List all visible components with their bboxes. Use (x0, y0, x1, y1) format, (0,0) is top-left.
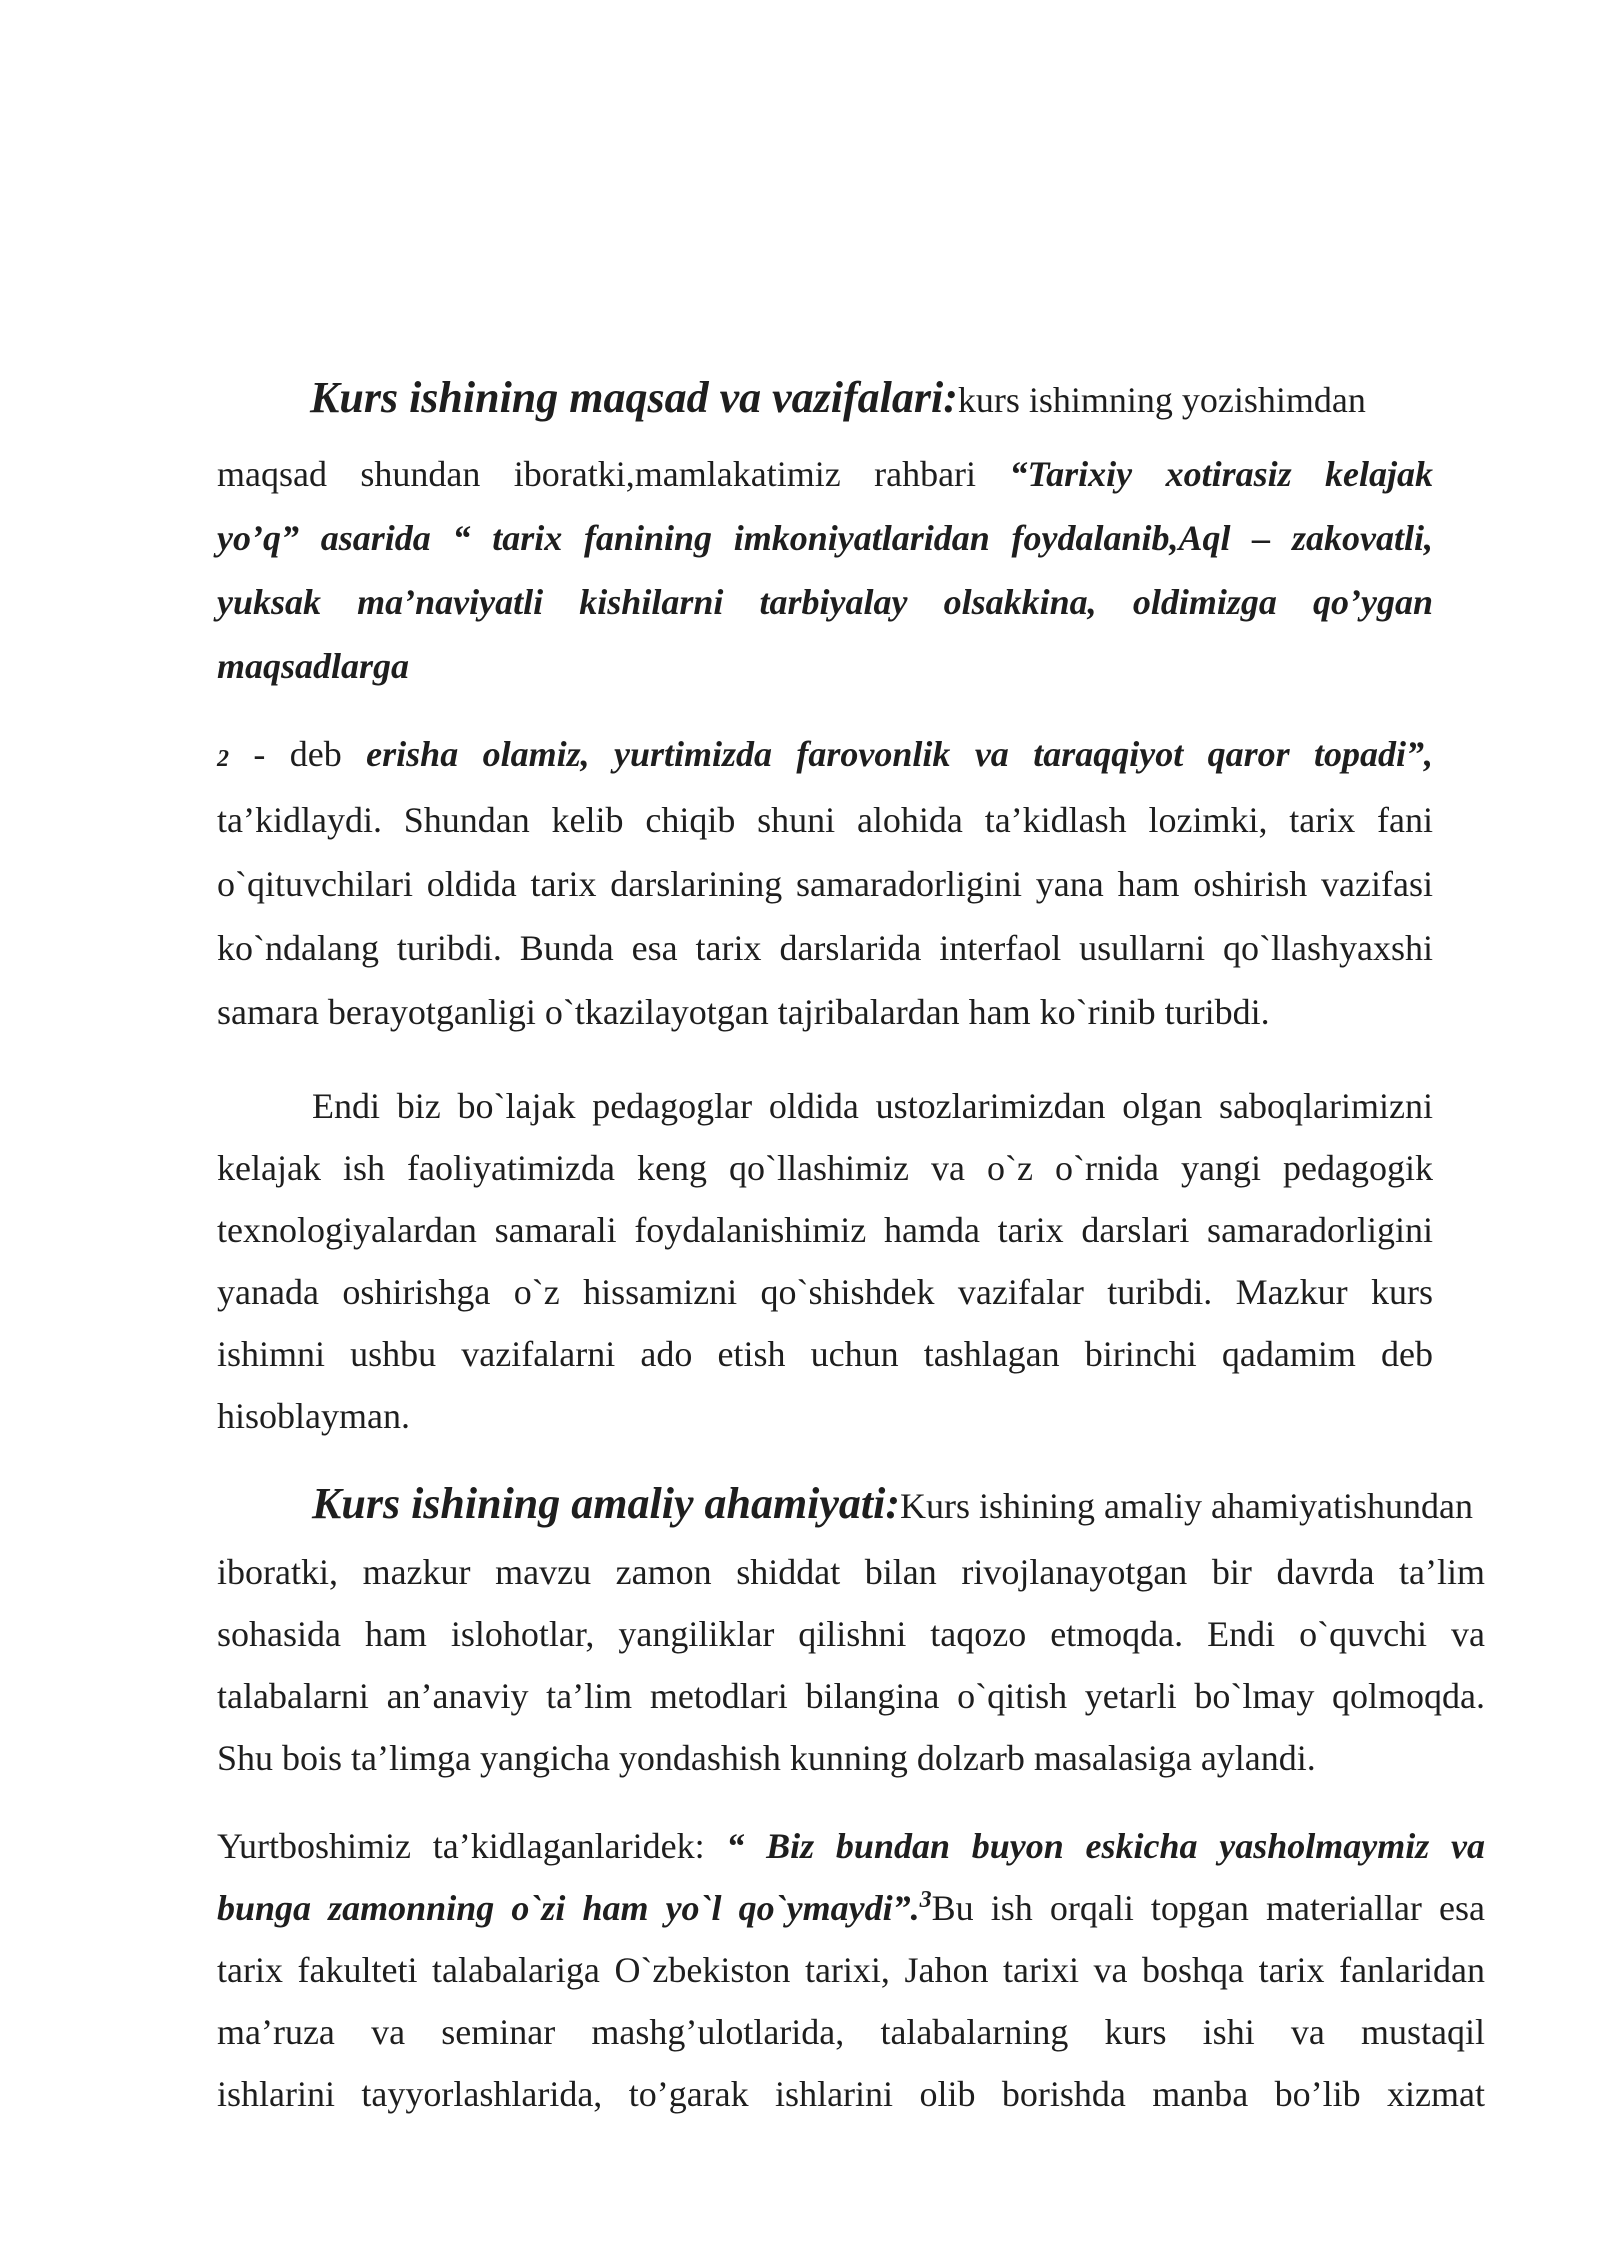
paragraph-line (217, 1734, 1316, 1782)
text-run: o`qituvchilari oldida tarix darslarining samaradorligini yana ham oshirish vazifasi (217, 864, 1433, 904)
text-run: samara berayotganligi o`tkazilayotgan tajribalardan ham ko`rinib turibdi. (217, 992, 1270, 1032)
footnote-ref: 2 (217, 746, 229, 772)
text-run: ko`ndalang turibdi. Bunda esa tarix darslarida interfaol usullarni qo`llashyaxshi (217, 928, 1433, 968)
text-run: Yurtboshimiz ta’kidlaganlaridek: (217, 1826, 727, 1866)
text-run: kelajak ish faoliyatimizda keng qo`llashimiz va o`z o`rnida yangi pedagogik (217, 1148, 1433, 1188)
paragraph-line (217, 578, 1433, 626)
text-run: Kurs ishining amaliy ahamiyatishundan (900, 1486, 1473, 1526)
paragraph-line (217, 796, 1433, 844)
paragraph-line (310, 374, 1366, 424)
paragraph-line (217, 514, 1433, 562)
text-run: - deb (229, 734, 367, 774)
quote-text: bunga zamonning o`zi ham yo`l qo`ymaydi”. (217, 1888, 920, 1928)
quote-text: erisha olamiz, yurtimizda farovonlik va taraqqiyot qaror topadi”, (366, 734, 1434, 774)
paragraph-line (312, 1082, 1433, 1130)
paragraph-line (217, 1884, 1485, 1932)
text-run: iboratki, mazkur mavzu zamon shiddat bilan rivojlanayotgan bir davrda ta’lim (217, 1552, 1485, 1592)
text-run: Shu bois ta’limga yangicha yondashish kunning dolzarb masalasiga aylandi. (217, 1738, 1316, 1778)
text-run: texnologiyalardan samarali foydalanishimiz hamda tarix darslari samaradorligini (217, 1210, 1433, 1250)
text-run: sohasida ham islohotlar, yangiliklar qilishni taqozo etmoqda. Endi o`quvchi va (217, 1614, 1485, 1654)
text-run: talabalarni an’anaviy ta’lim metodlari bilangina o`qitish yetarli bo`lmay qolmoqda. (217, 1676, 1485, 1716)
paragraph-line (217, 1330, 1433, 1378)
paragraph-line (217, 1548, 1485, 1596)
quote-text: maqsadlarga (217, 646, 410, 686)
paragraph-line (217, 450, 1433, 498)
paragraph-line (217, 1672, 1485, 1720)
paragraph-line (217, 1392, 410, 1440)
paragraph-line (217, 1946, 1485, 1994)
text-run: tarix fakulteti talabalariga O`zbekiston tarixi, Jahon tarixi va boshqa tarix fanlaridan (217, 1950, 1485, 1990)
section-heading-practical: Kurs ishining amaliy ahamiyati: (312, 1479, 901, 1528)
paragraph-line (217, 730, 1433, 783)
paragraph-line (217, 1610, 1485, 1658)
paragraph-line (217, 924, 1433, 972)
text-run: Bu ish orqali topgan materiallar esa (931, 1888, 1485, 1928)
paragraph-line (217, 860, 1433, 908)
text-run: hisoblayman. (217, 1396, 410, 1436)
paragraph-line (217, 1822, 1485, 1870)
text-run: yanada oshirishga o`z hissamizni qo`shishdek vazifalar turibdi. Mazkur kurs (217, 1272, 1433, 1312)
footnote-ref: 3 (919, 1887, 932, 1913)
paragraph-line (217, 2070, 1485, 2118)
quote-text: “ Biz bundan buyon eskicha yasholmaymiz va (726, 1826, 1485, 1866)
paragraph-line (217, 988, 1270, 1036)
paragraph-line (217, 1268, 1433, 1316)
quote-text: yuksak ma’naviyatli kishilarni tarbiyalay olsakkina, oldimizga qo’ygan (217, 582, 1433, 622)
text-run: Endi biz bo`lajak pedagoglar oldida ustozlarimizdan olgan saboqlarimizni (312, 1086, 1433, 1126)
paragraph-line (217, 1206, 1433, 1254)
text-run: ishlarini tayyorlashlarida, to’garak ishlarini olib borishda manba bo’lib xizmat (217, 2074, 1485, 2114)
quote-text: yo’q” asarida “ tarix fanining imkoniyatlaridan foydalanib,Aql – zakovatli, (217, 518, 1433, 558)
paragraph-line (217, 1144, 1433, 1192)
text-run: ma’ruza va seminar mashg’ulotlarida, talabalarning kurs ishi va mustaqil (217, 2012, 1485, 2052)
quote-text: “Tarixiy xotirasiz kelajak (1009, 454, 1433, 494)
text-run: ishimni ushbu vazifalarni ado etish uchun tashlagan birinchi qadamim deb (217, 1334, 1433, 1374)
section-heading-goals: Kurs ishining maqsad va vazifalari: (310, 373, 958, 422)
text-run: maqsad shundan iboratki,mamlakatimiz rahbari (217, 454, 1010, 494)
paragraph-line (312, 1480, 1473, 1530)
text-run: ta’kidlaydi. Shundan kelib chiqib shuni alohida ta’kidlash lozimki, tarix fani (217, 800, 1433, 840)
paragraph-line (217, 2008, 1485, 2056)
text-run: kurs ishimning yozishimdan (957, 380, 1366, 420)
paragraph-line (217, 642, 409, 690)
